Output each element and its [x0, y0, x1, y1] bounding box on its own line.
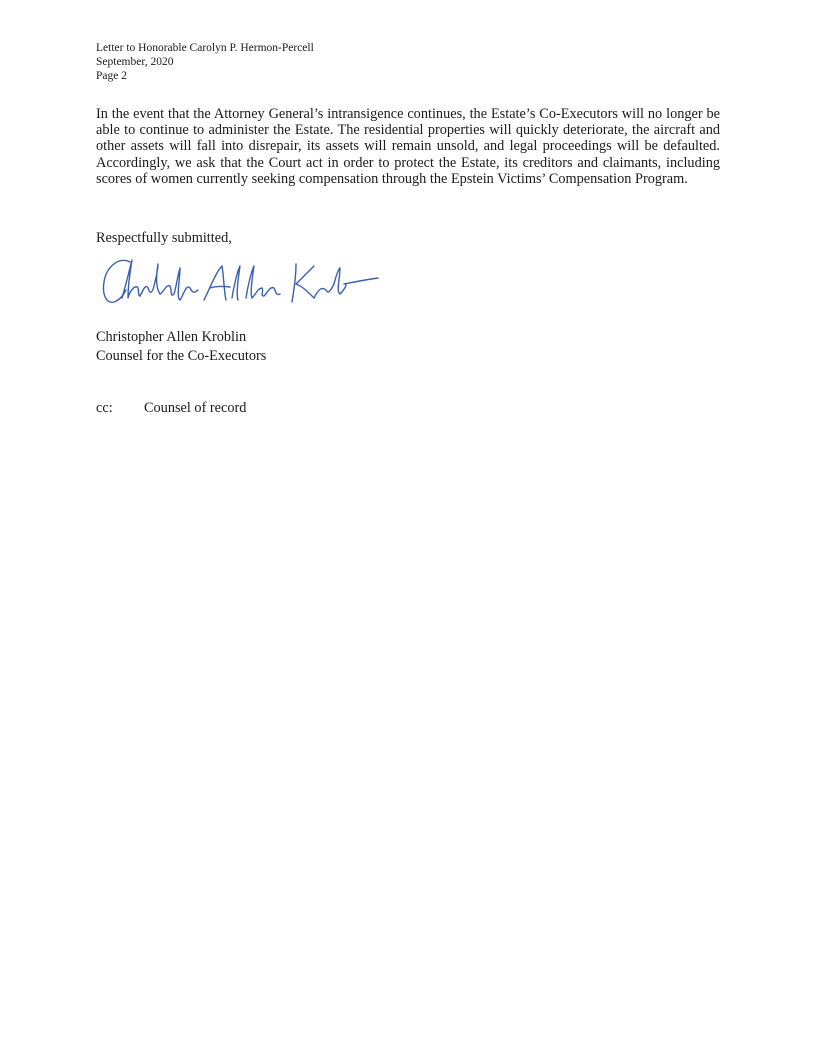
signatory-name: Christopher Allen Kroblin	[96, 329, 247, 345]
signatory-block	[96, 328, 266, 366]
handwritten-signature	[100, 254, 380, 310]
cc-recipients: Counsel of record	[144, 400, 247, 416]
body-paragraph: In the event that the Attorney General’s intransigence continues, the Estate’s Co-Executors will no longer be able to continue to administer the Estate. The residential properties will quickly deteriorate, the aircraft and other assets will fall into disrepair, its assets will remain unsold, and legal proceedings will be defaulted. Accordingly, we ask that the Court act in order to protect the Estate, its creditors and claimants, including scores of women currently seeking compensation through the Epstein Victims’ Compensation Program.	[96, 106, 720, 187]
letter-header	[96, 41, 314, 83]
cc-label: cc:	[96, 400, 113, 416]
closing-line: Respectfully submitted,	[96, 230, 232, 246]
signatory-title: Counsel for the Co-Executors	[96, 348, 267, 364]
header-recipient-line: Letter to Honorable Carolyn P. Hermon-Percell	[96, 42, 314, 54]
header-date-line: September, 2020	[96, 56, 174, 68]
header-page-line: Page 2	[96, 70, 127, 82]
